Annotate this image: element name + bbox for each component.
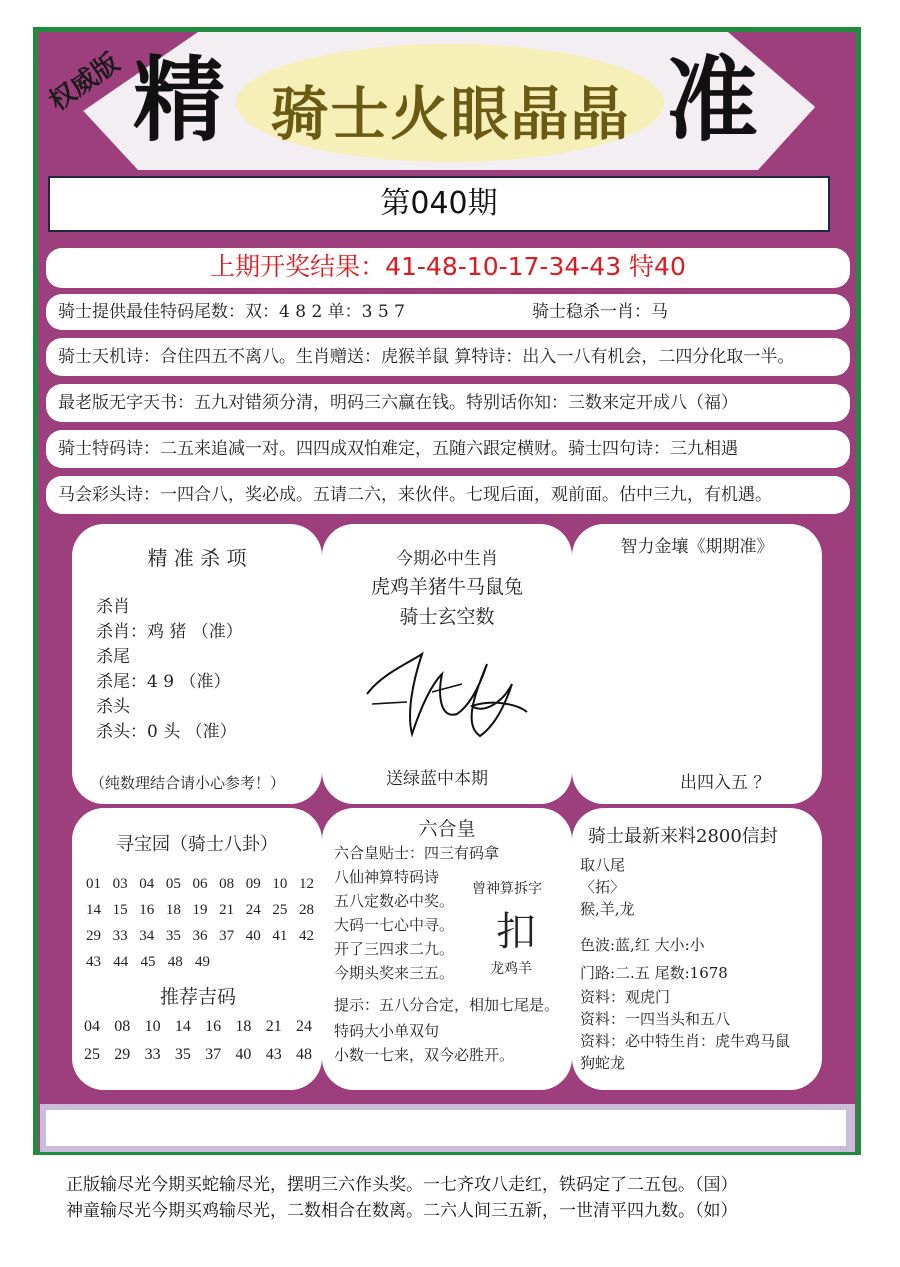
lucky-row xyxy=(84,1046,312,1064)
number: 44 xyxy=(113,954,129,970)
footer-band xyxy=(40,1104,855,1152)
poem-bar-1: 骑士天机诗：合住四五不离八。生肖赠送：虎猴羊鼠 算特诗：出入一八有机会，二四分化取一半。 xyxy=(46,338,850,376)
latest-line: 猴,羊,龙 xyxy=(580,900,635,918)
zodiac-footer: 送绿蓝中本期 xyxy=(386,769,488,789)
wisdom-footer: 出四入五 ？ xyxy=(680,773,771,793)
number: 04 xyxy=(139,876,155,892)
number: 16 xyxy=(205,1018,222,1035)
kill-line: 杀尾：4 9 （准） xyxy=(96,672,231,692)
number: 43 xyxy=(86,954,101,970)
wisdom-title: 智力金壤《期期准》 xyxy=(620,537,774,557)
number: 25 xyxy=(84,1046,100,1063)
liuhe-line: 今期头奖来三五。 xyxy=(334,964,455,982)
liuhe-tip: 提示：五八分合定，相加七尾是。 xyxy=(334,996,560,1014)
latest-line: 门路:二.五 尾数:1678 xyxy=(580,964,728,982)
treasure-row xyxy=(86,876,314,893)
number: 36 xyxy=(192,928,208,944)
kill-line: 杀尾 xyxy=(96,647,130,667)
latest-card xyxy=(572,808,822,1090)
number: 35 xyxy=(165,928,181,944)
number: 05 xyxy=(165,876,181,892)
liuhe-line: 开了三四求二九。 xyxy=(334,940,455,958)
number: 48 xyxy=(167,954,183,970)
bottom-poem: 正版输尽光今期买蛇输尽光，摆明三六作头奖。一七齐攻八走红，铁码定了二五包。（国） xyxy=(66,1175,738,1195)
latest-line: 资料：必中特生肖：虎牛鸡马鼠 xyxy=(580,1032,791,1050)
brand-title: 骑士火眼晶晶 xyxy=(270,80,631,148)
authority-stamp: 权威版 xyxy=(43,47,125,118)
header-banner xyxy=(38,32,856,170)
number: 04 xyxy=(84,1018,100,1035)
kill-line: 杀肖 xyxy=(96,597,130,617)
latest-line: 资料：一四当头和五八 xyxy=(580,1010,731,1028)
kill-line: 杀头 xyxy=(96,697,130,717)
number: 18 xyxy=(235,1018,252,1035)
side-label: 曾神算拆字 xyxy=(472,881,542,897)
big-char: 扣 xyxy=(496,909,536,955)
poem-bar-3: 骑士特码诗：二五来追减一对。四四成双怕难定，五随六跟定横财。骑士四句诗：三九相遇 xyxy=(46,430,850,468)
lucky-row xyxy=(84,1018,312,1036)
kill-line: 杀肖：鸡 猪 （准） xyxy=(96,622,243,642)
zodiac-line: 骑士玄空数 xyxy=(399,606,495,628)
liuhe-tail: 小数一七来，双今必胜开。 xyxy=(334,1046,515,1064)
number: 34 xyxy=(139,928,155,944)
side-zodiac: 龙鸡羊 xyxy=(490,961,532,977)
number: 06 xyxy=(192,876,208,892)
treasure-card xyxy=(72,808,322,1090)
number: 28 xyxy=(299,902,314,918)
liuhe-title: 六合皇 xyxy=(418,818,476,840)
latest-line: 取八尾 xyxy=(580,856,626,874)
zodiac-card xyxy=(322,524,572,804)
number: 48 xyxy=(295,1046,312,1063)
number: 37 xyxy=(205,1046,222,1063)
header-left-char: 精 xyxy=(133,46,226,154)
number: 21 xyxy=(219,902,235,918)
number: 40 xyxy=(235,1046,252,1063)
number: 24 xyxy=(295,1018,312,1035)
liuhe-line: 大码一七心中寻。 xyxy=(334,916,455,934)
number: 33 xyxy=(144,1046,161,1063)
treasure-row xyxy=(86,928,314,945)
latest-line: 资料：观虎门 xyxy=(580,988,671,1006)
number: 16 xyxy=(139,902,155,918)
liuhe-line: 六合皇贴士：四三有码拿 xyxy=(334,844,500,862)
latest-line: 狗蛇龙 xyxy=(580,1054,626,1072)
number: 40 xyxy=(245,928,261,944)
number: 14 xyxy=(86,902,101,918)
number: 12 xyxy=(299,876,314,892)
signature-scribble xyxy=(362,644,532,744)
number: 49 xyxy=(195,954,210,970)
liuhe-card xyxy=(322,808,572,1090)
number: 08 xyxy=(114,1018,131,1035)
number: 29 xyxy=(114,1046,131,1063)
number: 24 xyxy=(245,902,261,918)
number: 45 xyxy=(140,954,156,970)
issue-band xyxy=(38,170,856,242)
number: 10 xyxy=(144,1018,161,1035)
zodiac-line: 虎鸡羊猪牛马鼠兔 xyxy=(370,576,523,598)
issue-number: 第040期 xyxy=(48,176,830,232)
treasure-title: 寻宝园（骑士八卦） xyxy=(116,834,278,855)
number: 25 xyxy=(272,902,288,918)
liuhe-line: 五八定数必中奖。 xyxy=(334,892,455,910)
number: 19 xyxy=(192,902,208,918)
poem-bar-2: 最老版无字天书：五九对错须分清，明码三六赢在钱。特别话你知：三数来定开成八（福） xyxy=(46,384,850,422)
number: 01 xyxy=(86,876,101,892)
treasure-row xyxy=(86,954,210,971)
poem-bar-4: 马会彩头诗：一四合八，奖必成。五请二六，来伙伴。七现后面，观前面。估中三九，有机遇。 xyxy=(46,476,850,514)
tail-bar xyxy=(46,294,850,330)
wisdom-card xyxy=(572,524,822,804)
last-result-bar: 上期开奖结果：41-48-10-17-34-43 特40 xyxy=(46,248,850,288)
bottom-poem: 神童输尽光今期买鸡输尽光，二数相合在数离。二六人间三五新，一世清平四九数。（如） xyxy=(66,1201,738,1221)
kill-title: 精 准 杀 项 xyxy=(147,546,247,570)
number: 03 xyxy=(112,876,128,892)
treasure-row xyxy=(86,902,314,919)
header-right-char: 准 xyxy=(665,46,758,154)
number: 37 xyxy=(219,928,235,944)
number: 09 xyxy=(245,876,261,892)
number: 33 xyxy=(112,928,128,944)
liuhe-tail: 特码大小单双句 xyxy=(334,1022,440,1040)
tail-numbers: 骑士提供最佳特码尾数：双：4 8 2 单：3 5 7 xyxy=(58,302,405,322)
lucky-subtitle: 推荐吉码 xyxy=(160,986,237,1008)
kill-line: 杀头：0 头 （准） xyxy=(96,722,237,742)
number: 08 xyxy=(219,876,235,892)
number: 35 xyxy=(174,1046,191,1063)
latest-line: 色波:蓝,红 大小:小 xyxy=(580,936,705,954)
kill-zodiac: 骑士稳杀一肖：马 xyxy=(532,302,668,322)
number: 43 xyxy=(265,1046,282,1063)
latest-line: 〈拓〉 xyxy=(580,878,626,896)
number: 41 xyxy=(272,928,288,944)
latest-title: 骑士最新来料2800信封 xyxy=(588,826,778,847)
footer-blank xyxy=(46,1110,846,1146)
number: 14 xyxy=(174,1018,191,1035)
liuhe-line: 八仙神算特码诗 xyxy=(334,868,440,886)
number: 10 xyxy=(272,876,288,892)
number: 18 xyxy=(165,902,181,918)
number: 15 xyxy=(112,902,128,918)
number: 42 xyxy=(299,928,314,944)
kill-note: （纯数理结合请小心参考！） xyxy=(90,774,286,792)
zodiac-line: 今期必中生肖 xyxy=(396,549,498,569)
kill-card xyxy=(72,524,322,804)
number: 29 xyxy=(86,928,101,944)
number: 21 xyxy=(265,1018,282,1035)
